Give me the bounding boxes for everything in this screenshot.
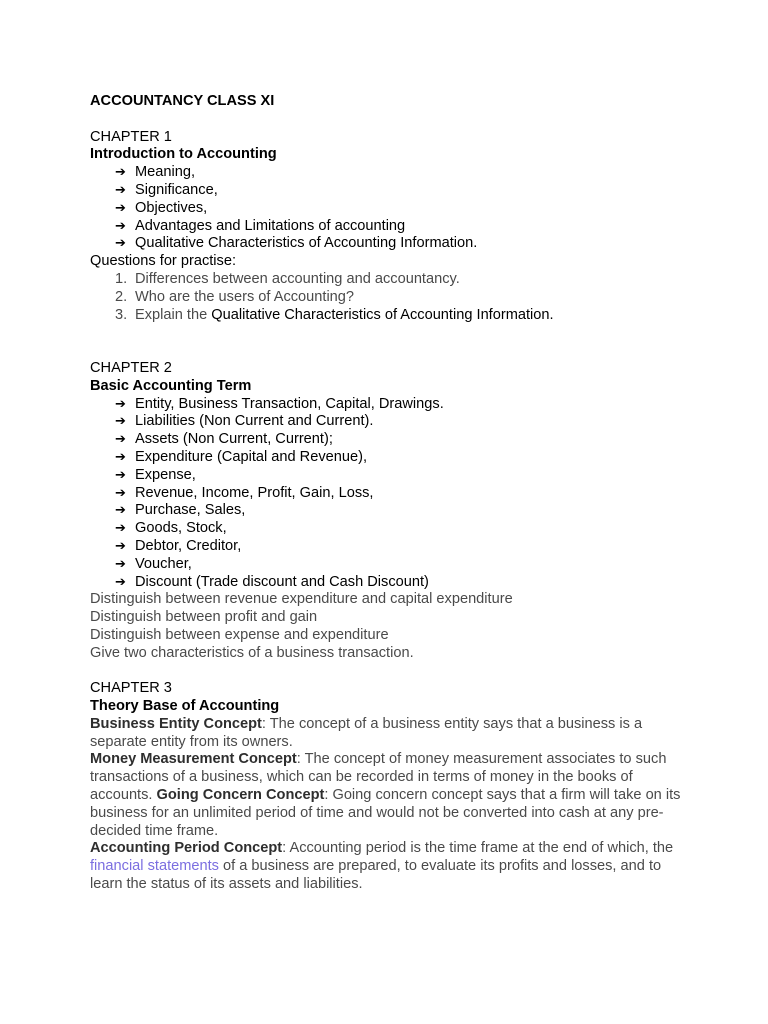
arrow-icon: ➔ (115, 218, 126, 234)
chapter-3-title: Theory Base of Accounting (90, 698, 280, 715)
list-item: ➔ Liabilities (Non Current and Current). (115, 413, 374, 430)
chapter-1-topic-list (90, 164, 690, 253)
arrow-icon: ➔ (115, 521, 126, 537)
list-item: ➔ Expense, (115, 466, 196, 483)
question-line: Give two characteristics of a business transaction. (90, 644, 414, 661)
arrow-icon: ➔ (115, 200, 126, 216)
list-item: ➔ Meaning, (115, 164, 196, 181)
arrow-icon: ➔ (115, 236, 126, 252)
arrow-icon: ➔ (115, 574, 126, 590)
arrow-icon: ➔ (115, 396, 126, 412)
list-item: ➔ Purchase, Sales, (115, 502, 246, 519)
chapter-2-topic-list (90, 396, 690, 592)
list-item: ➔ Revenue, Income, Profit, Gain, Loss, (115, 484, 374, 501)
questions-heading: Questions for practise: (90, 253, 237, 270)
list-item: ➔ Significance, (115, 181, 218, 198)
list-item: ➔ Voucher, (115, 555, 192, 572)
list-item: ➔ Discount (Trade discount and Cash Discount) (115, 573, 429, 590)
arrow-icon: ➔ (115, 485, 126, 501)
money-measurement-paragraph: Money Measurement Concept: The concept of money measurement associates to such transactions of a business, which can be recorded in terms of money in the books of accounts. Going Concern Concept: Going concern concept says that a firm will take on its business for an unlimited period of time and would not be converted into cash at any pre-decided time frame. (90, 751, 681, 839)
list-item: ➔ Objectives, (115, 199, 208, 216)
arrow-icon: ➔ (115, 165, 126, 181)
list-item: ➔ Debtor, Creditor, (115, 537, 242, 554)
arrow-icon: ➔ (115, 449, 126, 465)
arrow-icon: ➔ (115, 556, 126, 572)
arrow-icon: ➔ (115, 182, 126, 198)
document-body (90, 93, 690, 894)
question-line: Distinguish between revenue expenditure and capital expenditure (90, 591, 513, 608)
chapter-1-question-list (90, 271, 690, 324)
arrow-icon: ➔ (115, 538, 126, 554)
list-item: 2. Who are the users of Accounting? (115, 288, 355, 305)
chapter-3-label: CHAPTER 3 (90, 680, 172, 697)
list-item: ➔ Advantages and Limitations of accounting (115, 217, 406, 234)
list-item: ➔ Expenditure (Capital and Revenue), (115, 448, 368, 465)
list-item: 1. Differences between accounting and accountancy. (115, 270, 460, 287)
list-item: ➔ Goods, Stock, (115, 520, 227, 537)
question-line: Distinguish between profit and gain (90, 609, 318, 626)
chapter-2-title: Basic Accounting Term (90, 377, 252, 394)
arrow-icon: ➔ (115, 503, 126, 519)
accounting-period-paragraph: Accounting Period Concept: Accounting period is the time frame at the end of which, the financial statements of a business are prepared, to evaluate its profits and losses, and to learn the status of its assets and liabilities. (90, 840, 674, 893)
list-item: ➔ Qualitative Characteristics of Accounting Information. (115, 235, 478, 252)
arrow-icon: ➔ (115, 467, 126, 483)
financial-statements-link[interactable]: financial statements (90, 858, 219, 875)
chapter-2-label: CHAPTER 2 (90, 359, 172, 376)
chapter-1-title: Introduction to Accounting (90, 146, 277, 163)
chapter-1-label: CHAPTER 1 (90, 128, 172, 145)
list-item: ➔ Entity, Business Transaction, Capital, Drawings. (115, 395, 444, 412)
business-entity-paragraph: Business Entity Concept: The concept of a business entity says that a business is a separate entity from its owners. (90, 715, 643, 750)
list-item: 3. Explain the Qualitative Characteristics of Accounting Information. (115, 306, 554, 323)
document-title: ACCOUNTANCY CLASS XI (90, 93, 275, 109)
arrow-icon: ➔ (115, 414, 126, 430)
arrow-icon: ➔ (115, 432, 126, 448)
question-line: Distinguish between expense and expenditure (90, 626, 389, 643)
list-item: ➔ Assets (Non Current, Current); (115, 431, 333, 448)
